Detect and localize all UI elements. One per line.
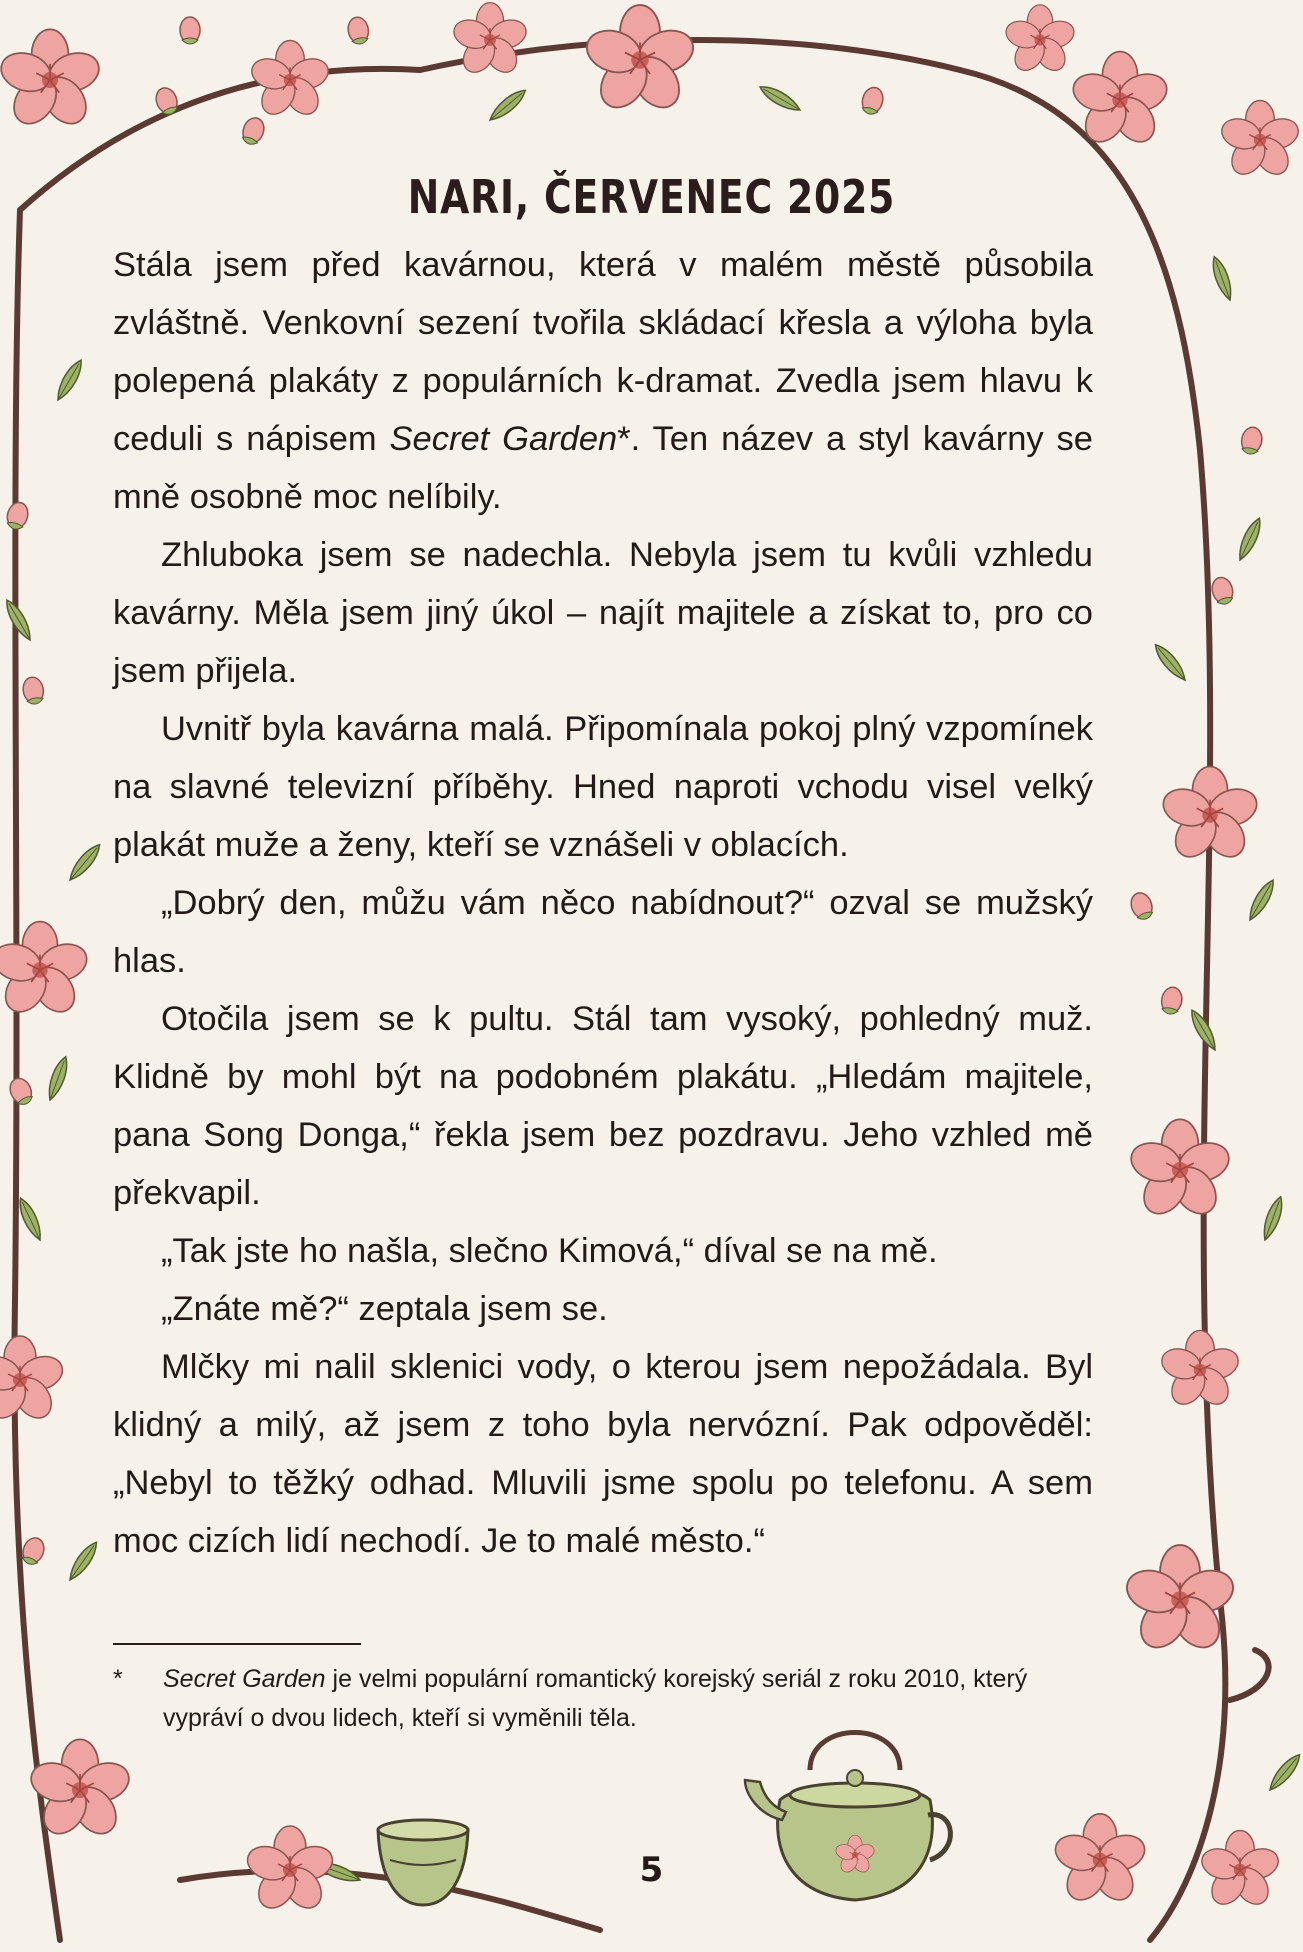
footnote [113,1660,1093,1738]
body-text [113,236,1093,1570]
footnote-marker: * [113,1665,123,1693]
paragraph: Mlčky mi nalil sklenici vody, o kterou jsem nepožádala. Byl klidný a milý, až jsem z toho byla nervózní. Pak odpověděl: „Nebyl to těžký odhad. Mluvili jsme spolu po telefonu. A sem moc cizích lidí nechodí. Je to malé město.“ [113,1348,1093,1560]
emphasized-title: Secret Garden [389,420,618,458]
page-number: 5 [639,1850,664,1890]
paragraph: Zhluboka jsem se nadechla. Nebyla jsem tu kvůli vzhledu kavárny. Měla jsem jiný úkol – najít majitele a získat to, pro co jsem přijela. [113,536,1093,690]
chapter-title: NARI, ČERVENEC 2025 [407,170,896,224]
paragraph: „Dobrý den, můžu vám něco nabídnout?“ ozval se mužský hlas. [113,884,1093,980]
paragraph: Otočila jsem se k pultu. Stál tam vysoký, pohledný muž. Klidně by mohl být na podobném plakátu. „Hledám majitele, pana Song Donga,“ řekla jsem bez pozdravu. Jeho vzhled mě překvapil. [113,1000,1093,1212]
paragraph: Uvnitř byla kavárna malá. Připomínala pokoj plný vzpomínek na slavné televizní příběhy. Hned naproti vchodu visel velký plakát muže a ženy, kteří se vznášeli v oblacích. [113,710,1093,864]
footnote-text: Secret Garden je velmi populární romantický korejský seriál z roku 2010, který vypráví o dvou lidech, kteří si vyměnili těla. [163,1665,1028,1732]
footnote-divider [113,1643,361,1645]
paragraph: „Tak jste ho našla, slečno Kimová,“ díval se na mě. [161,1232,938,1270]
paragraph: „Znáte mě?“ zeptala jsem se. [161,1290,608,1328]
paragraph: Stála jsem před kavárnou, která v malém městě působila zvláštně. Venkovní sezení tvořila skládací křesla a výloha byla polepená plakáty z populárních k-dramat. Zvedla jsem hlavu k ceduli s nápisem Secret Garden*. Ten název a styl kavárny se mně osobně moc nelíbily. [113,246,1093,516]
